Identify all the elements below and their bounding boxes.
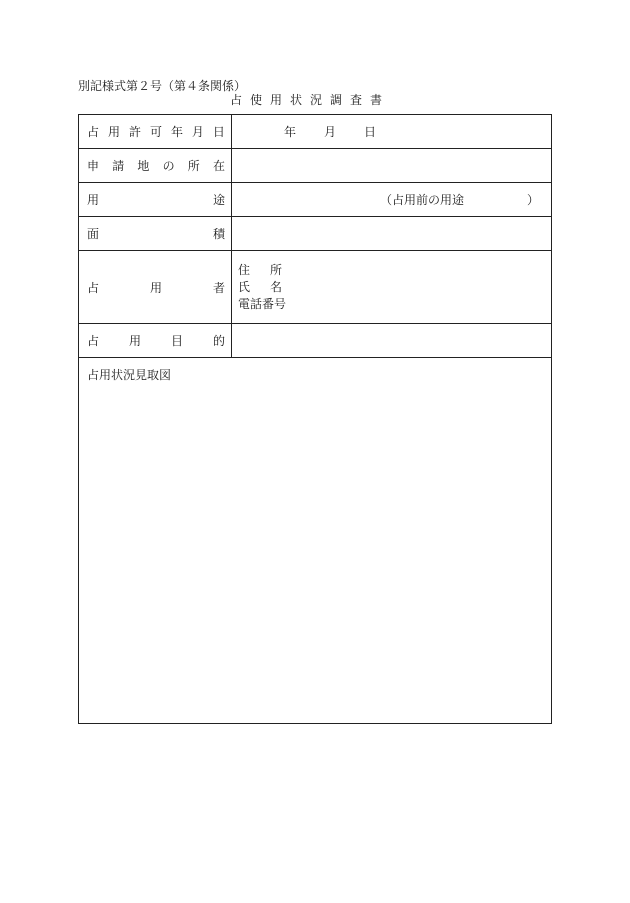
label-purpose: 占 用 目 的: [79, 324, 232, 358]
row-permit-date: [79, 115, 552, 149]
label-usage: 用 途: [79, 183, 232, 217]
value-purpose[interactable]: [232, 324, 552, 358]
label-occupant: 占 用 者: [79, 251, 232, 324]
value-occupant[interactable]: [232, 251, 552, 324]
survey-table: [78, 114, 552, 724]
row-occupant: [79, 251, 552, 324]
form-number: 別記様式第２号（第４条関係）: [78, 79, 247, 93]
row-usage: [79, 183, 552, 217]
value-permit-date[interactable]: [232, 115, 552, 149]
prev-use-label: （占用前の用途: [380, 193, 465, 207]
value-location[interactable]: [232, 149, 552, 183]
value-area[interactable]: [232, 217, 552, 251]
occupant-address: 住 所: [238, 262, 282, 277]
row-sketch: [79, 358, 552, 724]
month-unit: 月: [324, 125, 337, 139]
document-title: 占使用状況調査書: [229, 93, 390, 107]
occupant-name: 氏 名: [238, 279, 282, 294]
label-area: 面 積: [79, 217, 232, 251]
day-unit: 日: [364, 125, 377, 139]
label-permit-date: 占 用 許 可 年 月 日: [79, 115, 232, 149]
row-location: [79, 149, 552, 183]
occupant-phone: 電話番号: [238, 296, 287, 311]
value-usage[interactable]: [232, 183, 552, 217]
sketch-area[interactable]: [79, 358, 552, 724]
prev-use-close: ）: [526, 193, 539, 207]
row-purpose: [79, 324, 552, 358]
label-location: 申 請 地 の 所 在: [79, 149, 232, 183]
sketch-label: 占用状況見取図: [87, 368, 172, 382]
row-area: [79, 217, 552, 251]
year-unit: 年: [284, 125, 297, 139]
